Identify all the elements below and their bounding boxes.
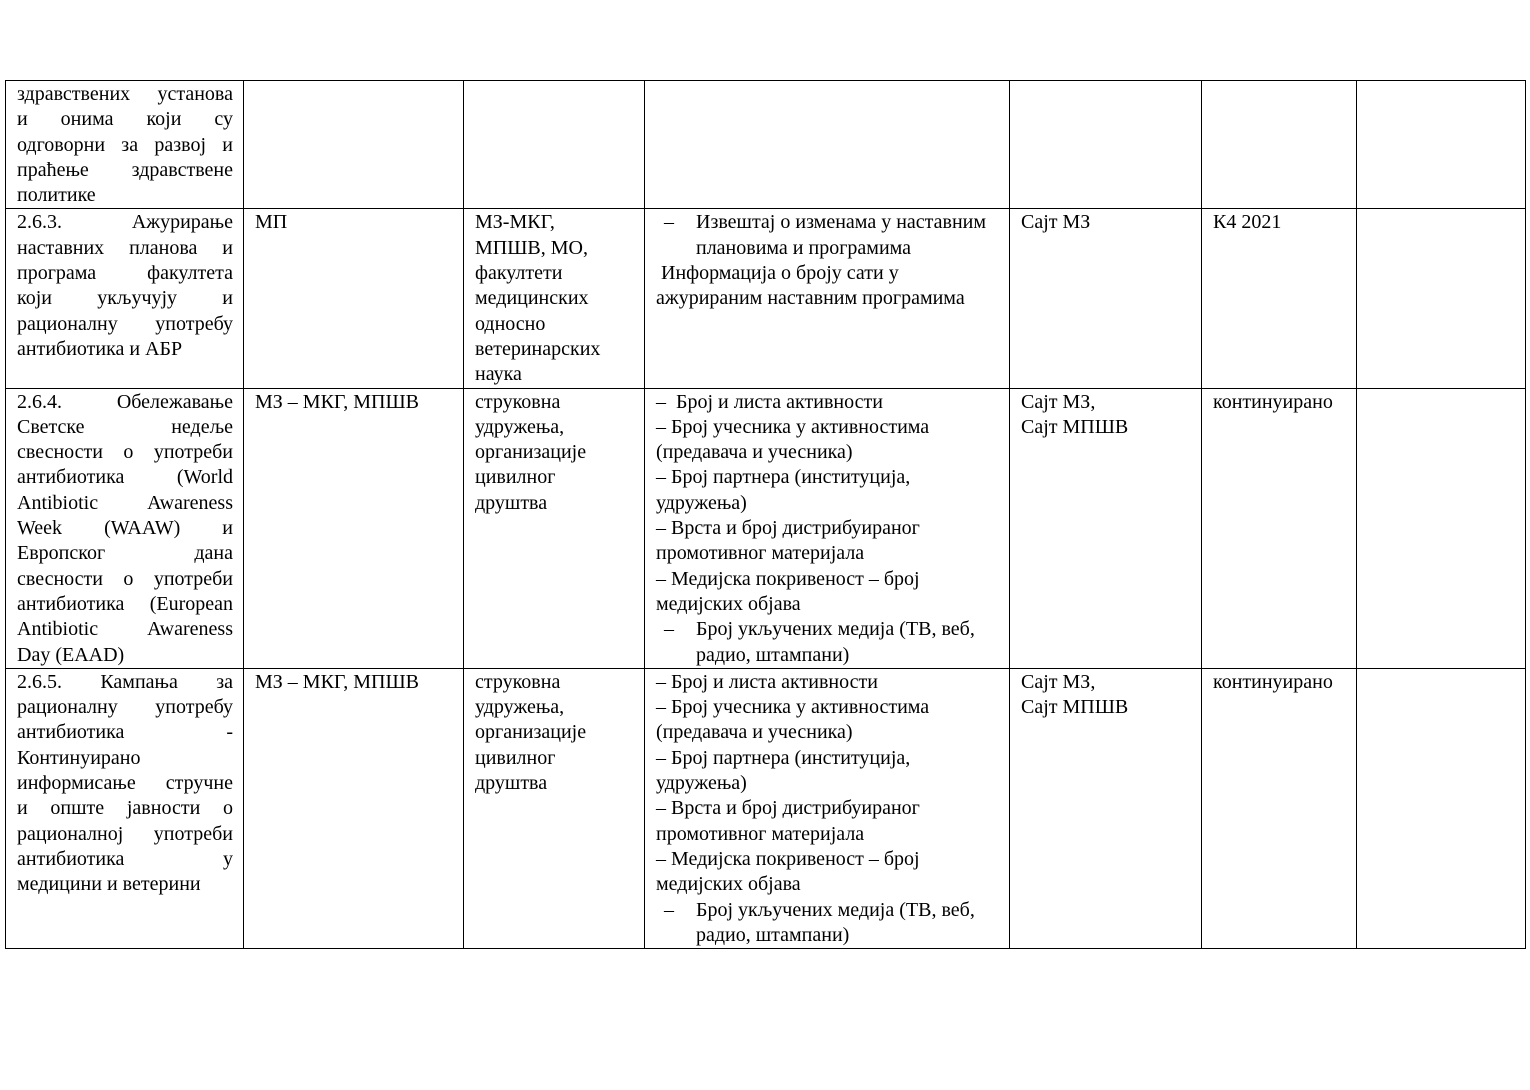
- activity-line: 2.6.4. Обележавање: [17, 390, 233, 413]
- activity-line: антибиотика (World: [17, 466, 233, 489]
- activity-line: антибиотика у: [17, 847, 233, 870]
- partner-line: цивилног: [475, 746, 556, 769]
- indicators-cell: [645, 388, 1010, 668]
- partner-line: медицинских: [475, 287, 589, 310]
- indicators-cell: [645, 209, 1010, 388]
- source-cell: [1010, 668, 1202, 948]
- responsible-cell: [244, 209, 464, 388]
- extra-cell: [1357, 209, 1526, 388]
- activity-line: медицини и ветерини: [17, 873, 201, 896]
- deadline-cell: К4 2021: [1202, 209, 1357, 388]
- table-row: [6, 209, 1526, 388]
- activity-line: Antibiotic Awareness: [17, 491, 233, 514]
- activity-cell: [6, 668, 244, 948]
- responsible-line: МЗ – МКГ, МПШВ: [255, 670, 419, 693]
- activity-line: свесности о употреби: [17, 441, 233, 464]
- responsible-line: МЗ – МКГ, МПШВ: [255, 390, 419, 413]
- indicators-cell: [645, 81, 1010, 209]
- partner-line: друштва: [475, 772, 548, 795]
- activity-line: који укључују и: [17, 287, 233, 310]
- table-row: [6, 81, 1526, 209]
- extra-cell: [1357, 668, 1526, 948]
- indicator-item: – Врста и број дистрибуираног промотивног материјала: [656, 517, 925, 565]
- source-cell: [1010, 209, 1202, 388]
- source-cell: [1010, 388, 1202, 668]
- activity-line: праћење здравствене: [17, 158, 233, 181]
- activity-line: здравствених установа: [17, 83, 233, 105]
- partner-line: цивилног: [475, 466, 556, 489]
- partners-cell: [464, 209, 645, 388]
- indicator-item: [656, 898, 999, 949]
- responsible-cell: [244, 388, 464, 668]
- indicator-item: – Број и листа активности: [656, 670, 878, 693]
- source-line: Сајт МЗ,: [1021, 390, 1096, 413]
- source-line: Сајт МЗ,: [1021, 670, 1096, 693]
- partners-cell: [464, 388, 645, 668]
- activity-line: антибиотика (European: [17, 592, 233, 615]
- activity-cell: [6, 388, 244, 668]
- partner-line: струковна: [475, 670, 561, 693]
- partners-cell: [464, 668, 645, 948]
- partners-cell: [464, 81, 645, 209]
- partner-line: струковна: [475, 390, 561, 413]
- partner-line: ветеринарских: [475, 337, 601, 360]
- activity-line: свесности о употреби: [17, 567, 233, 590]
- indicator-item: [656, 210, 999, 261]
- activity-line: рационалној употреби: [17, 822, 233, 845]
- indicator-item: – Број партнера (институција, удружења): [656, 466, 916, 514]
- partner-line: удружења,: [475, 696, 565, 719]
- table-body: [6, 81, 1526, 949]
- deadline-cell: [1202, 81, 1357, 209]
- source-cell: [1010, 81, 1202, 209]
- indicator-item: Информација о броју сати у ажурираним наставним програмима: [656, 262, 965, 310]
- extra-cell: [1357, 81, 1526, 209]
- indicator-item: – Врста и број дистрибуираног промотивног материјала: [656, 797, 925, 845]
- deadline-cell: континуирано: [1202, 668, 1357, 948]
- partner-line: МЗ-МКГ,: [475, 211, 555, 234]
- partner-line: друштва: [475, 491, 548, 514]
- activity-line: Континуирано: [17, 746, 141, 769]
- source-line: Сајт МПШВ: [1021, 696, 1129, 719]
- activity-line: информисање стручне: [17, 772, 233, 795]
- indicator-text: Број укључених медија (ТВ, веб, радио, штампани): [696, 618, 975, 666]
- indicators-cell: [645, 668, 1010, 948]
- activity-line: Week (WAAW) и: [17, 517, 233, 540]
- dash-bullet: –: [664, 211, 674, 234]
- activity-line: наставних планова и: [17, 236, 233, 259]
- extra-cell: [1357, 388, 1526, 668]
- indicator-item: [656, 617, 999, 668]
- activity-line: и опште јавности о: [17, 797, 233, 820]
- indicator-text: Извештај о изменама у наставним плановима и програмима: [696, 211, 987, 259]
- partner-line: МПШВ, МО,: [475, 236, 588, 259]
- action-plan-table: [5, 80, 1526, 949]
- activity-cell: [6, 209, 244, 388]
- indicator-item: – Број и листа активности: [656, 390, 883, 413]
- partner-line: факултети: [475, 262, 563, 285]
- partner-line: организације: [475, 441, 587, 464]
- partner-line: односно: [475, 312, 546, 335]
- indicator-item: – Број учесника у активностима (предавача и учесника): [656, 696, 935, 744]
- indicator-item: – Број партнера (институција, удружења): [656, 746, 916, 795]
- activity-line: политике: [17, 184, 96, 207]
- activity-line: Европског дана: [17, 542, 233, 565]
- source-line: Сајт МЗ: [1021, 211, 1091, 234]
- activity-line: 2.6.3. Ажурирање: [17, 211, 233, 234]
- partner-line: наука: [475, 363, 522, 386]
- activity-line: Светске недеље: [17, 415, 233, 438]
- responsible-cell: [244, 81, 464, 209]
- responsible-line: МП: [255, 211, 288, 234]
- activity-line: рационалну употребу: [17, 312, 233, 335]
- indicator-item: – Медијска покривеност – број медијских објава: [656, 847, 925, 896]
- activity-line: антибиотика -: [17, 721, 233, 744]
- activity-line: антибиотика и АБР: [17, 337, 183, 360]
- table-row: [6, 668, 1526, 948]
- activity-cell: [6, 81, 244, 209]
- table-row: [6, 388, 1526, 668]
- dash-bullet: –: [664, 618, 674, 641]
- activity-line: 2.6.5. Кампања за: [17, 670, 233, 693]
- responsible-cell: [244, 668, 464, 948]
- activity-line: програма факултета: [17, 262, 233, 285]
- activity-line: и онима који су: [17, 108, 233, 131]
- partner-line: удружења,: [475, 415, 565, 438]
- indicator-item: – Медијска покривеност – број медијских објава: [656, 567, 925, 615]
- activity-line: одговорни за развој и: [17, 133, 233, 156]
- activity-line: Antibiotic Awareness: [17, 618, 233, 641]
- deadline-cell: континуирано: [1202, 388, 1357, 668]
- indicator-text: Број укључених медија (ТВ, веб, радио, штампани): [696, 898, 975, 946]
- indicator-item: – Број учесника у активностима (предавача и учесника): [656, 415, 935, 464]
- source-line: Сајт МПШВ: [1021, 415, 1129, 438]
- partner-line: организације: [475, 721, 587, 744]
- dash-bullet: –: [664, 898, 674, 921]
- activity-line: рационалну употребу: [17, 696, 233, 719]
- activity-line: Day (EAAD): [17, 643, 125, 666]
